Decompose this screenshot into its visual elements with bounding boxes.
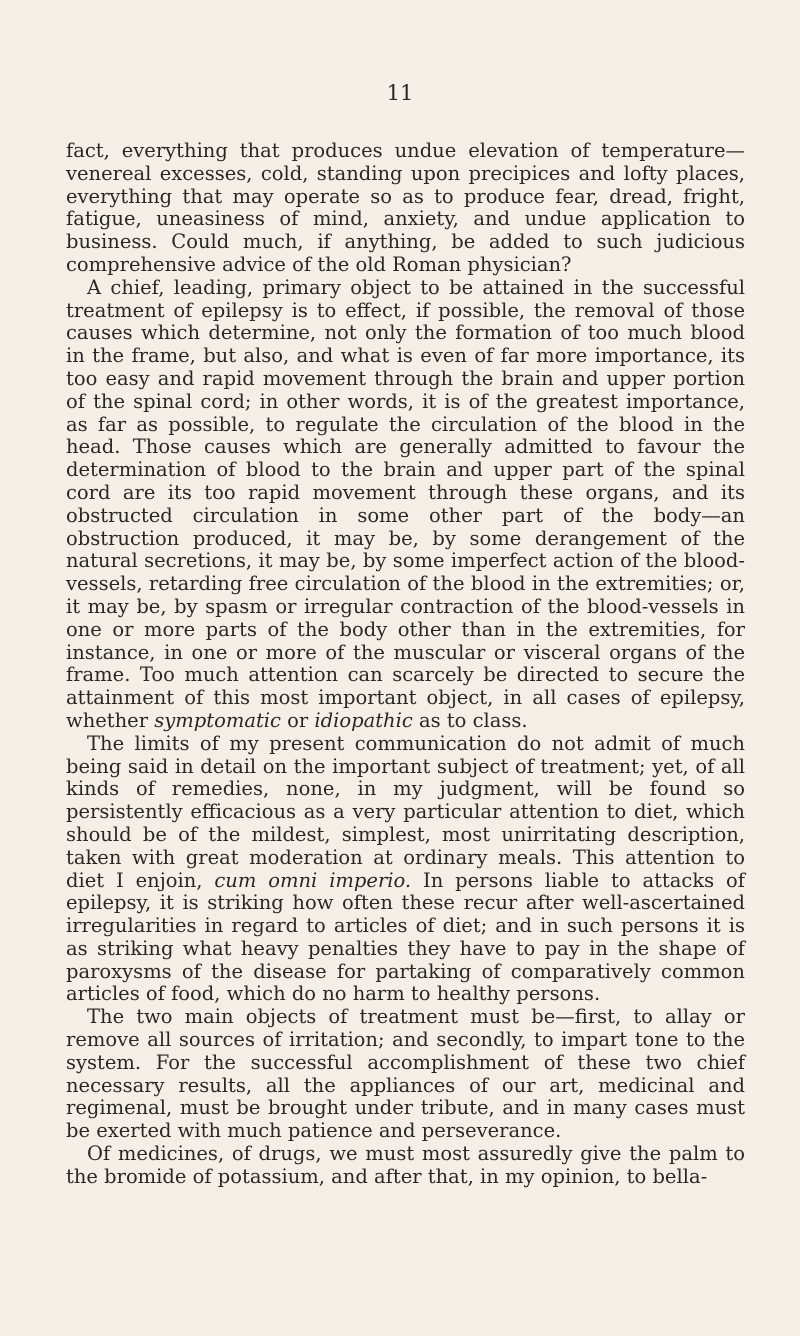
italic-text: cum omni imperio. [214, 868, 412, 892]
page-number: 11 [386, 81, 414, 105]
paragraph [66, 277, 745, 733]
paragraph [66, 733, 745, 1007]
text-run: as to class. [412, 708, 528, 732]
body-text [66, 140, 745, 1189]
text-run: The limits of my present communication do not admit of much being said in detail on the important subject of treatment; yet, of all kinds of remedies, none, in my judgment, will be found so persistently efficacious as a very particular attention to diet, which should be of the mildest, simplest, most unirritating description, taken with great moderation at ordinary meals. This attention to diet I enjoin, [66, 731, 745, 892]
text-run: Of medicines, of drugs, we must most assuredly give the palm to the bromide of potassium, and after that, in my opinion, to bella- [66, 1142, 745, 1188]
italic-text: symptomatic [154, 708, 281, 732]
paragraph [66, 140, 745, 277]
paragraph [66, 1143, 745, 1189]
paragraph [66, 1006, 745, 1143]
text-run: fact, everything that produces undue elevation of temperature—venereal excesses, cold, standing upon precipices and lofty places, everything that may operate so as to produce fear, dread, fright, fatigue, uneasiness of mind, anxiety, and undue application to business. Could much, if anything, be added to such judicious comprehensive advice of the old Roman physician? [66, 139, 745, 276]
text-run: A chief, leading, primary object to be attained in the successful treatment of epilepsy is to effect, if possible, the removal of those causes which determine, not only the formation of too much blood in the frame, but also, and what is even of far more importance, its too easy and rapid movement through the brain and upper portion of the spinal cord; in other words, it is of the greatest importance, as far as possible, to regulate the circulation of the blood in the head. Those causes which are generally admitted to favour the determination of blood to the brain and upper part of the spinal cord are its too rapid movement through these organs, and its obstructed circulation in some other part of the body—an obstruction produced, it may be, by some derangement of the natural secretions, it may be, by some imperfect action of the blood-vessels, retarding free circulation of the blood in the extremities; or, it may be, by spasm or irregular contraction of the blood-vessels in one or more parts of the body other than in the extremities, for instance, in one or more of the muscular or visceral organs of the frame. Too much attention can scarcely be directed to secure the attainment of this most important object, in all cases of epilepsy, whether [66, 275, 745, 732]
text-run: In persons liable to attacks of epilepsy, it is striking how often these recur after well-ascertained irregularities in regard to articles of diet; and in such persons it is as striking what heavy penalties they have to pay in the shape of paroxysms of the disease for partaking of comparatively common articles of food, which do no harm to healthy persons. [66, 868, 745, 1006]
italic-text: idiopathic [314, 708, 413, 732]
text-run: or [280, 708, 315, 732]
text-run: The two main objects of treatment must be—first, to allay or remove all sources of irritation; and secondly, to impart tone to the system. For the successful accomplishment of these two chief necessary results, all the appliances of our art, medicinal and regimenal, must be brought under tribute, and in many cases must be exerted with much patience and perseverance. [66, 1005, 745, 1143]
